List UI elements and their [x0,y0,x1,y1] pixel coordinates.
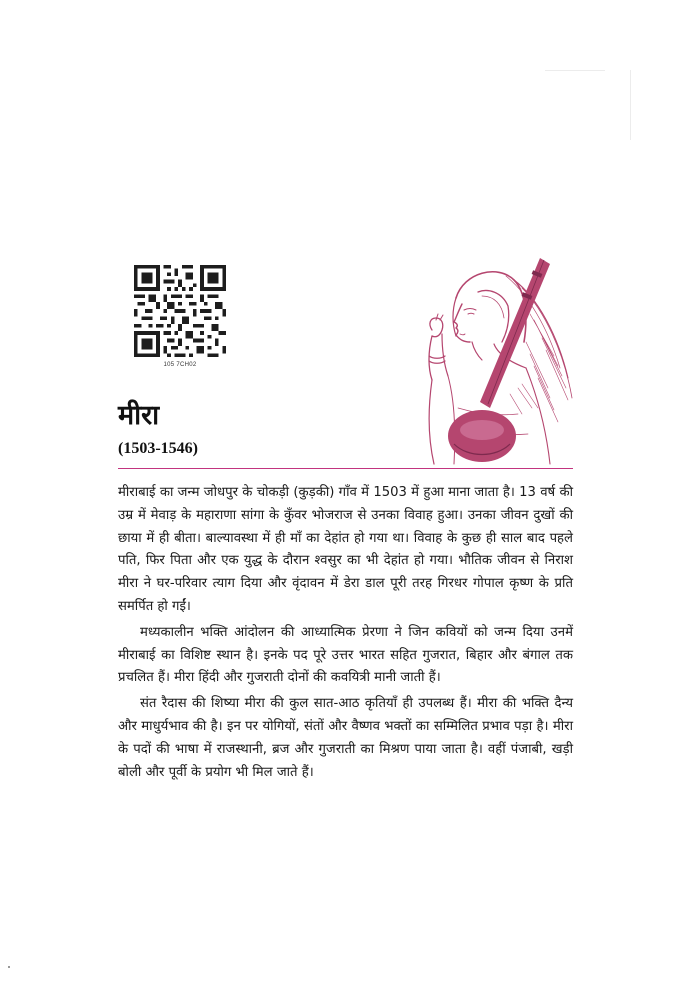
qr-block [132,265,228,368]
scan-artifact-line [630,70,631,140]
scan-artifact-dot [8,966,10,968]
biography-paragraph: मीराबाई का जन्म जोधपुर के चोकड़ी (कुड़की) गाँव में 1503 में हुआ माना जाता है। 13 वर्ष की उम्र में मेवाड़ के महाराणा सांगा के कुँवर भोजराज से उनका विवाह हुआ। उनका जीवन दुखों की छाया में ही बीता। बाल्यावस्था में ही माँ का देहांत हो गया था। विवाह के कुछ ही साल बाद पहले पति, फिर पिता और एक युद्ध के दौरान श्वसुर का भी देहांत हो गया। भौतिक जीवन से निराश मीरा ने घर-परिवार त्याग दिया और वृंदावन में डेरा डाल पूरी तरह गिरधर गोपाल कृष्ण के प्रति समर्पित हो गईं। [118,485,573,614]
meera-portrait-illustration [398,258,578,468]
biography-text [118,482,573,787]
qr-caption: 105 7CH02 [163,362,197,368]
biography-paragraph: मध्यकालीन भक्ति आंदोलन की आध्यात्मिक प्रेरणा ने जिन कवियों को जन्म दिया उनमें मीराबाई का विशिष्ट स्थान है। इनके पद पूरे उत्तर भारत सहित गुजरात, बिहार और बंगाल तक प्रचलित हैं। मीरा हिंदी और गुजराती दोनों की कवयित्री मानी जाती हैं। [118,624,573,686]
qr-code-icon[interactable] [132,265,228,357]
section-divider [118,468,573,469]
biography-paragraph: संत रैदास की शिष्या मीरा की कुल सात-आठ कृतियाँ ही उपलब्ध हैं। मीरा की भक्ति दैन्य और माधुर्यभाव की है। इन पर योगियों, संतों और वैष्णव भक्तों का सम्मिलित प्रभाव पड़ा है। मीरा के पदों की भाषा में राजस्थानी, ब्रज और गुजराती का मिश्रण पाया जाता है। वहीं पंजाबी, खड़ी बोली और पूर्वी के प्रयोग भी मिल जाते हैं। [118,696,573,780]
poet-name: मीरा [118,400,160,431]
poet-years: (1503-1546) [118,440,198,457]
scan-artifact-line [545,70,605,71]
